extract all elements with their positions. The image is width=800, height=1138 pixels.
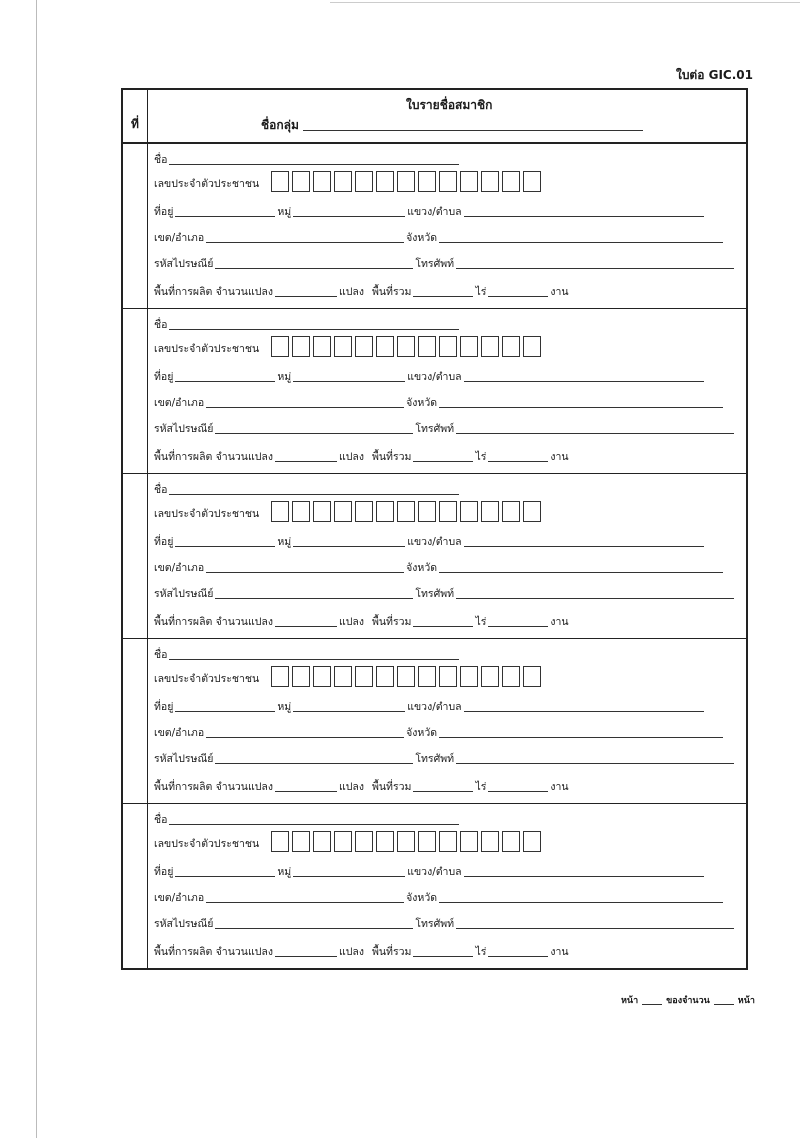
- ngan-field[interactable]: [488, 460, 548, 462]
- phone-label: โทรศัพท์: [415, 423, 455, 435]
- name-field[interactable]: [169, 823, 459, 825]
- village-label: หมู่: [277, 701, 292, 713]
- citizen-id-digit-box[interactable]: [355, 171, 373, 192]
- member-no-cell[interactable]: [123, 639, 148, 803]
- citizen-id-digit-box[interactable]: [481, 171, 499, 192]
- citizen-id-digit-box[interactable]: [439, 336, 457, 357]
- citizen-id-digit-box[interactable]: [418, 666, 436, 687]
- address-label: ที่อยู่: [154, 866, 174, 878]
- page-label: หน้า: [621, 996, 639, 1006]
- rai-field[interactable]: [413, 625, 473, 627]
- name-field[interactable]: [169, 493, 459, 495]
- district-row: [154, 389, 740, 411]
- citizen-id-digit-box[interactable]: [418, 831, 436, 852]
- postal-row: [154, 580, 740, 602]
- form-title: ใบรายชื่อสมาชิก: [406, 98, 493, 112]
- citizen-id-digit-box[interactable]: [271, 831, 289, 852]
- postal-row: [154, 415, 740, 437]
- phone-label: โทรศัพท์: [415, 258, 455, 270]
- province-label: จังหวัด: [406, 892, 438, 904]
- name-field[interactable]: [169, 163, 459, 165]
- form-code: ใบต่อ GIC.01: [675, 68, 753, 82]
- postal-code-field[interactable]: [215, 762, 413, 764]
- citizen-id-digit-box[interactable]: [271, 336, 289, 357]
- plots-unit-label: แปลง: [338, 451, 364, 463]
- citizen-id-digit-box[interactable]: [397, 666, 415, 687]
- name-label: ชื่อ: [154, 484, 168, 496]
- village-field[interactable]: [293, 875, 405, 877]
- citizen-id-digit-box[interactable]: [439, 501, 457, 522]
- member-no-cell[interactable]: [123, 144, 148, 308]
- district-row: [154, 224, 740, 246]
- citizen-id-digit-box[interactable]: [313, 501, 331, 522]
- plots-field[interactable]: [275, 955, 337, 957]
- province-field[interactable]: [439, 901, 723, 903]
- citizen-id-row: [154, 665, 740, 687]
- citizen-id-digit-box[interactable]: [355, 831, 373, 852]
- total-area-label: พื้นที่รวม: [371, 616, 412, 628]
- citizen-id-digit-box[interactable]: [292, 336, 310, 357]
- plots-unit-label: แปลง: [338, 946, 364, 958]
- name-label: ชื่อ: [154, 814, 168, 826]
- phone-label: โทรศัพท์: [415, 753, 455, 765]
- phone-field[interactable]: [456, 597, 734, 599]
- member-list-form: [121, 88, 748, 970]
- member-entry: [123, 474, 746, 639]
- pages-label: หน้า: [737, 996, 755, 1006]
- citizen-id-digit-box[interactable]: [292, 666, 310, 687]
- citizen-id-digit-box[interactable]: [397, 171, 415, 192]
- subdistrict-label: แขวง/ตำบล: [407, 371, 462, 383]
- name-row: [154, 806, 740, 828]
- citizen-id-digit-box[interactable]: [502, 171, 520, 192]
- production-area-row: [154, 443, 740, 465]
- citizen-id-digit-box[interactable]: [523, 171, 541, 192]
- postal-code-field[interactable]: [215, 267, 413, 269]
- citizen-id-digit-box[interactable]: [397, 831, 415, 852]
- ngan-unit-label: งาน: [550, 286, 569, 298]
- citizen-id-digit-box[interactable]: [313, 336, 331, 357]
- citizen-id-digit-box[interactable]: [292, 501, 310, 522]
- citizen-id-row: [154, 830, 740, 852]
- page-footer: [621, 993, 755, 1007]
- name-label: ชื่อ: [154, 319, 168, 331]
- address-row: [154, 198, 740, 220]
- citizen-id-digit-box[interactable]: [334, 501, 352, 522]
- member-entries: [123, 144, 746, 968]
- citizen-id-digit-box[interactable]: [439, 171, 457, 192]
- plots-field[interactable]: [275, 625, 337, 627]
- district-label: เขต/อำเภอ: [154, 892, 205, 904]
- citizen-id-boxes: [271, 666, 541, 687]
- citizen-id-digit-box[interactable]: [334, 831, 352, 852]
- plots-unit-label: แปลง: [338, 286, 364, 298]
- district-row: [154, 719, 740, 741]
- citizen-id-digit-box[interactable]: [523, 501, 541, 522]
- member-no-cell[interactable]: [123, 309, 148, 473]
- production-area-row: [154, 938, 740, 960]
- subdistrict-label: แขวง/ตำบล: [407, 866, 462, 878]
- citizen-id-label: เลขประจำตัวประชาชน: [154, 508, 260, 520]
- of-total-label: ของจำนวน: [666, 996, 710, 1006]
- name-row: [154, 146, 740, 168]
- province-label: จังหวัด: [406, 727, 438, 739]
- rai-field[interactable]: [413, 295, 473, 297]
- page-number-field[interactable]: [642, 1004, 662, 1005]
- citizen-id-digit-box[interactable]: [502, 501, 520, 522]
- postal-code-label: รหัสไปรษณีย์: [154, 258, 214, 270]
- citizen-id-digit-box[interactable]: [418, 171, 436, 192]
- citizen-id-digit-box[interactable]: [481, 336, 499, 357]
- address-label: ที่อยู่: [154, 701, 174, 713]
- citizen-id-boxes: [271, 336, 541, 357]
- district-label: เขต/อำเภอ: [154, 727, 205, 739]
- phone-field[interactable]: [456, 762, 734, 764]
- address-field[interactable]: [175, 380, 275, 382]
- scan-edge-line: [330, 2, 800, 3]
- citizen-id-digit-box[interactable]: [376, 831, 394, 852]
- village-label: หมู่: [277, 866, 292, 878]
- district-field[interactable]: [206, 406, 404, 408]
- citizen-id-digit-box[interactable]: [523, 666, 541, 687]
- village-field[interactable]: [293, 215, 405, 217]
- total-pages-field[interactable]: [714, 1004, 734, 1005]
- citizen-id-digit-box[interactable]: [418, 501, 436, 522]
- group-name-field[interactable]: [303, 130, 643, 131]
- citizen-id-label: เลขประจำตัวประชาชน: [154, 673, 260, 685]
- citizen-id-digit-box[interactable]: [376, 336, 394, 357]
- rai-field[interactable]: [413, 955, 473, 957]
- citizen-id-digit-box[interactable]: [355, 336, 373, 357]
- postal-code-label: รหัสไปรษณีย์: [154, 753, 214, 765]
- postal-code-label: รหัสไปรษณีย์: [154, 588, 214, 600]
- rai-unit-label: ไร่: [475, 781, 487, 793]
- citizen-id-digit-box[interactable]: [355, 666, 373, 687]
- address-label: ที่อยู่: [154, 536, 174, 548]
- address-label: ที่อยู่: [154, 206, 174, 218]
- name-field[interactable]: [169, 658, 459, 660]
- name-label: ชื่อ: [154, 154, 168, 166]
- address-field[interactable]: [175, 710, 275, 712]
- plots-field[interactable]: [275, 790, 337, 792]
- address-row: [154, 363, 740, 385]
- citizen-id-label: เลขประจำตัวประชาชน: [154, 838, 260, 850]
- citizen-id-digit-box[interactable]: [502, 336, 520, 357]
- total-area-label: พื้นที่รวม: [371, 451, 412, 463]
- citizen-id-boxes: [271, 501, 541, 522]
- address-row: [154, 858, 740, 880]
- citizen-id-row: [154, 500, 740, 522]
- citizen-id-digit-box[interactable]: [313, 831, 331, 852]
- rai-field[interactable]: [413, 790, 473, 792]
- address-field[interactable]: [175, 545, 275, 547]
- name-field[interactable]: [169, 328, 459, 330]
- citizen-id-digit-box[interactable]: [355, 501, 373, 522]
- total-area-label: พื้นที่รวม: [371, 781, 412, 793]
- total-area-label: พื้นที่รวม: [371, 946, 412, 958]
- ngan-unit-label: งาน: [550, 451, 569, 463]
- subdistrict-label: แขวง/ตำบล: [407, 536, 462, 548]
- citizen-id-digit-box[interactable]: [292, 171, 310, 192]
- citizen-id-digit-box[interactable]: [397, 501, 415, 522]
- production-area-label: พื้นที่การผลิต จำนวนแปลง: [154, 781, 273, 793]
- postal-row: [154, 745, 740, 767]
- name-row: [154, 641, 740, 663]
- member-entry: [123, 309, 746, 474]
- district-row: [154, 554, 740, 576]
- province-field[interactable]: [439, 571, 723, 573]
- subdistrict-label: แขวง/ตำบล: [407, 701, 462, 713]
- ngan-unit-label: งาน: [550, 781, 569, 793]
- production-area-label: พื้นที่การผลิต จำนวนแปลง: [154, 616, 273, 628]
- postal-code-label: รหัสไปรษณีย์: [154, 423, 214, 435]
- form-header: [123, 90, 746, 144]
- citizen-id-digit-box[interactable]: [334, 666, 352, 687]
- district-field[interactable]: [206, 901, 404, 903]
- citizen-id-digit-box[interactable]: [460, 336, 478, 357]
- citizen-id-digit-box[interactable]: [460, 171, 478, 192]
- subdistrict-field[interactable]: [464, 215, 704, 217]
- production-area-row: [154, 608, 740, 630]
- name-row: [154, 311, 740, 333]
- citizen-id-digit-box[interactable]: [271, 501, 289, 522]
- province-label: จังหวัด: [406, 232, 438, 244]
- plots-field[interactable]: [275, 460, 337, 462]
- total-area-label: พื้นที่รวม: [371, 286, 412, 298]
- rai-unit-label: ไร่: [475, 451, 487, 463]
- phone-field[interactable]: [456, 432, 734, 434]
- production-area-label: พื้นที่การผลิต จำนวนแปลง: [154, 451, 273, 463]
- district-field[interactable]: [206, 571, 404, 573]
- postal-code-label: รหัสไปรษณีย์: [154, 918, 214, 930]
- district-field[interactable]: [206, 241, 404, 243]
- province-field[interactable]: [439, 406, 723, 408]
- citizen-id-digit-box[interactable]: [523, 336, 541, 357]
- ngan-unit-label: งาน: [550, 616, 569, 628]
- district-row: [154, 884, 740, 906]
- ngan-field[interactable]: [488, 625, 548, 627]
- plots-unit-label: แปลง: [338, 616, 364, 628]
- postal-code-field[interactable]: [215, 432, 413, 434]
- group-name-label: ชื่อกลุ่ม: [261, 118, 299, 132]
- citizen-id-row: [154, 335, 740, 357]
- citizen-id-label: เลขประจำตัวประชาชน: [154, 343, 260, 355]
- rai-unit-label: ไร่: [475, 616, 487, 628]
- phone-label: โทรศัพท์: [415, 918, 455, 930]
- citizen-id-digit-box[interactable]: [313, 171, 331, 192]
- column-no-header: ที่: [123, 90, 148, 142]
- district-label: เขต/อำเภอ: [154, 397, 205, 409]
- citizen-id-digit-box[interactable]: [334, 336, 352, 357]
- citizen-id-row: [154, 170, 740, 192]
- village-field[interactable]: [293, 380, 405, 382]
- citizen-id-digit-box[interactable]: [481, 666, 499, 687]
- postal-code-field[interactable]: [215, 927, 413, 929]
- member-no-cell[interactable]: [123, 474, 148, 638]
- citizen-id-digit-box[interactable]: [502, 831, 520, 852]
- citizen-id-boxes: [271, 171, 541, 192]
- citizen-id-digit-box[interactable]: [460, 831, 478, 852]
- citizen-id-digit-box[interactable]: [460, 666, 478, 687]
- subdistrict-field[interactable]: [464, 545, 704, 547]
- province-label: จังหวัด: [406, 562, 438, 574]
- ngan-field[interactable]: [488, 955, 548, 957]
- ngan-field[interactable]: [488, 295, 548, 297]
- address-field[interactable]: [175, 875, 275, 877]
- rai-field[interactable]: [413, 460, 473, 462]
- district-field[interactable]: [206, 736, 404, 738]
- citizen-id-digit-box[interactable]: [502, 666, 520, 687]
- page-margin-line: [36, 0, 37, 1138]
- ngan-unit-label: งาน: [550, 946, 569, 958]
- citizen-id-digit-box[interactable]: [334, 171, 352, 192]
- address-label: ที่อยู่: [154, 371, 174, 383]
- citizen-id-digit-box[interactable]: [271, 171, 289, 192]
- citizen-id-digit-box[interactable]: [439, 831, 457, 852]
- production-area-label: พื้นที่การผลิต จำนวนแปลง: [154, 286, 273, 298]
- phone-field[interactable]: [456, 267, 734, 269]
- citizen-id-digit-box[interactable]: [481, 831, 499, 852]
- citizen-id-digit-box[interactable]: [481, 501, 499, 522]
- village-label: หมู่: [277, 206, 292, 218]
- production-area-row: [154, 773, 740, 795]
- province-label: จังหวัด: [406, 397, 438, 409]
- subdistrict-label: แขวง/ตำบล: [407, 206, 462, 218]
- production-area-row: [154, 278, 740, 300]
- citizen-id-digit-box[interactable]: [397, 336, 415, 357]
- village-field[interactable]: [293, 710, 405, 712]
- postal-row: [154, 910, 740, 932]
- province-field[interactable]: [439, 736, 723, 738]
- district-label: เขต/อำเภอ: [154, 562, 205, 574]
- postal-row: [154, 250, 740, 272]
- province-field[interactable]: [439, 241, 723, 243]
- member-entry: [123, 804, 746, 968]
- ngan-field[interactable]: [488, 790, 548, 792]
- district-label: เขต/อำเภอ: [154, 232, 205, 244]
- citizen-id-digit-box[interactable]: [292, 831, 310, 852]
- rai-unit-label: ไร่: [475, 946, 487, 958]
- citizen-id-boxes: [271, 831, 541, 852]
- member-entry: [123, 639, 746, 804]
- member-no-cell[interactable]: [123, 804, 148, 968]
- citizen-id-digit-box[interactable]: [313, 666, 331, 687]
- address-row: [154, 693, 740, 715]
- plots-field[interactable]: [275, 295, 337, 297]
- name-label: ชื่อ: [154, 649, 168, 661]
- citizen-id-digit-box[interactable]: [418, 336, 436, 357]
- subdistrict-field[interactable]: [464, 380, 704, 382]
- member-entry: [123, 144, 746, 309]
- plots-unit-label: แปลง: [338, 781, 364, 793]
- citizen-id-digit-box[interactable]: [376, 666, 394, 687]
- phone-field[interactable]: [456, 927, 734, 929]
- citizen-id-digit-box[interactable]: [376, 171, 394, 192]
- production-area-label: พื้นที่การผลิต จำนวนแปลง: [154, 946, 273, 958]
- citizen-id-digit-box[interactable]: [460, 501, 478, 522]
- village-label: หมู่: [277, 371, 292, 383]
- village-field[interactable]: [293, 545, 405, 547]
- subdistrict-field[interactable]: [464, 875, 704, 877]
- address-field[interactable]: [175, 215, 275, 217]
- postal-code-field[interactable]: [215, 597, 413, 599]
- citizen-id-label: เลขประจำตัวประชาชน: [154, 178, 260, 190]
- phone-label: โทรศัพท์: [415, 588, 455, 600]
- citizen-id-digit-box[interactable]: [271, 666, 289, 687]
- name-row: [154, 476, 740, 498]
- citizen-id-digit-box[interactable]: [523, 831, 541, 852]
- subdistrict-field[interactable]: [464, 710, 704, 712]
- citizen-id-digit-box[interactable]: [439, 666, 457, 687]
- address-row: [154, 528, 740, 550]
- village-label: หมู่: [277, 536, 292, 548]
- citizen-id-digit-box[interactable]: [376, 501, 394, 522]
- rai-unit-label: ไร่: [475, 286, 487, 298]
